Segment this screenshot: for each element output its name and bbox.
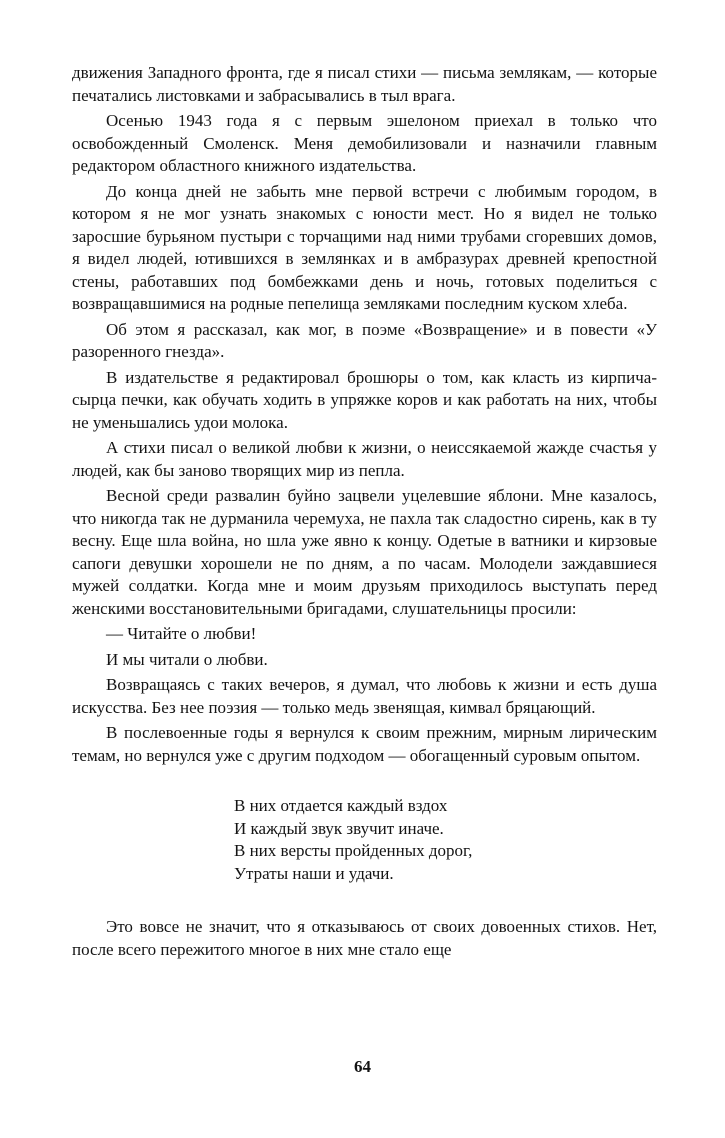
- paragraph: Осенью 1943 года я с первым эшелоном приехал в только что освобожденный Смоленск. Меня демобилизовали и назначили главным редактором областного книжного издательства.: [72, 111, 657, 175]
- poem-line: В них отдается каждый вздох: [234, 796, 448, 815]
- closing-paragraph: Это вовсе не значит, что я отказываюсь от своих довоенных стихов. Нет, после всего пережитого многое в них мне стало еще: [72, 917, 657, 959]
- paragraph: А стихи писал о великой любви к жизни, о неиссякаемой жажде счастья у людей, как бы заново творящих мир из пепла.: [72, 438, 657, 480]
- paragraph: В послевоенные годы я вернулся к своим прежним, мирным лирическим темам, но вернулся уже с другим подходом — обогащенный суровым опытом.: [72, 723, 657, 765]
- page-body: [72, 62, 657, 964]
- poem-line: В них версты пройденных дорог,: [234, 841, 473, 860]
- poem-line: И каждый звук звучит иначе.: [234, 818, 444, 838]
- dialogue-line: — Читайте о любви!: [106, 624, 257, 643]
- poem-stanza: [234, 795, 657, 885]
- paragraph: И мы читали о любви.: [106, 649, 268, 669]
- paragraph: движения Западного фронта, где я писал стихи — письма землякам, — которые печатались листовками и забрасывались в тыл врага.: [72, 63, 657, 105]
- paragraph: Об этом я рассказал, как мог, в поэме «Возвращение» и в повести «У разоренного гнезда».: [72, 319, 657, 361]
- page-number: 64: [354, 1057, 371, 1076]
- paragraph: В издательстве я редактировал брошюры о том, как класть из кирпича-сырца печки, как обучать ходить в упряжке коров и как работать на них, чтобы не уменьшались удои молока.: [72, 367, 657, 432]
- poem-line: Утраты наши и удачи.: [234, 863, 394, 883]
- paragraph: Весной среди развалин буйно зацвели уцелевшие яблони. Мне казалось, что никогда так не дурманила черемуха, не пахла так сладостно сирень, как в ту весну. Еще шла война, но шла уже явно к концу. Одетые в ватники и кирзовые сапоги девушки хорошели не по дням, а по часам. Молодели заждавшиеся мужей солдатки. Когда мне и моим друзьям приходилось выступать перед женскими восстановительными бригадами, слушательницы просили:: [72, 486, 657, 618]
- paragraph: Возвращаясь с таких вечеров, я думал, что любовь к жизни и есть душа искусства. Без нее поэзия — только медь звенящая, кимвал бряцающий.: [72, 675, 657, 717]
- paragraph: До конца дней не забыть мне первой встречи с любимым городом, в котором я не мог узнать знакомых с юности мест. Но я видел не только заросшие бурьяном пустыри с торчащими над ними трубами сгоревших домов, я видел людей, ютившихся в землянках и в амбразурах древней крепостной стены, работавших под бомбежками день и ночь, готовых поделиться с возвращавшимися на родные пепелища земляками последним куском хлеба.: [72, 181, 657, 313]
